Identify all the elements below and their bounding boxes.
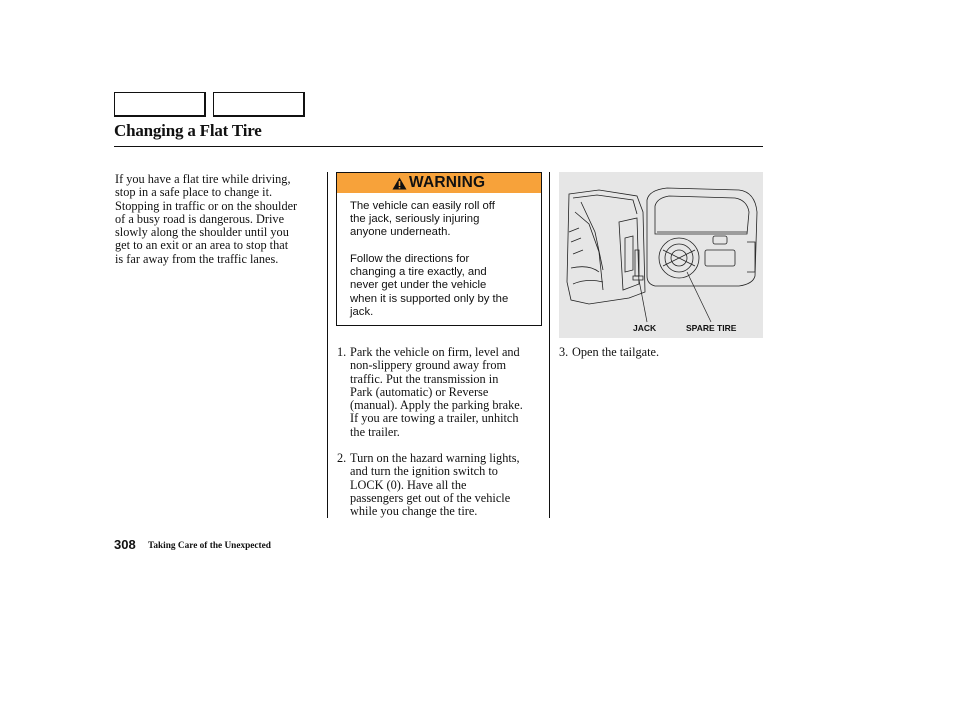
warning-paragraph-1 [350, 200, 535, 240]
step-line: Open the tailgate. [572, 345, 660, 359]
warning-line: the jack, seriously injuring [350, 213, 480, 226]
steps-list [337, 346, 544, 519]
tailgate-illustration [559, 172, 763, 338]
step-line: If you are towing a trailer, unhitch [350, 411, 519, 426]
page-title: Changing a Flat Tire [114, 121, 262, 140]
step-line: LOCK (0). Have all the [350, 477, 467, 492]
warning-line: Follow the directions for [350, 253, 470, 265]
step-line: while you change the tire. [350, 504, 478, 519]
intro-line: stop in a safe place to change it. [115, 185, 273, 200]
steps-list-right [559, 346, 759, 359]
step-line: Park the vehicle on firm, level and [350, 345, 520, 359]
step-line: non-slippery ground away from [350, 358, 507, 373]
warning-line: jack. [350, 305, 374, 318]
intro-line: is far away from the traffic lanes. [115, 251, 279, 266]
step-item [337, 346, 544, 439]
step-line: the trailer. [350, 424, 400, 439]
step-line: Turn on the hazard warning lights, [350, 451, 520, 466]
intro-line: get to an exit or an area to stop that [115, 238, 289, 253]
intro-line: slowly along the shoulder until you [115, 225, 289, 240]
section-name: Taking Care of the Unexpected [148, 541, 271, 551]
warning-triangle-icon [392, 177, 407, 190]
column-divider-left [327, 172, 328, 518]
intro-line: Stopping in traffic or on the shoulder [115, 198, 298, 213]
step-text [350, 452, 520, 518]
step-number: 3. [559, 345, 569, 359]
warning-line: never get under the vehicle [350, 279, 487, 292]
step-item [559, 346, 759, 359]
step-line: traffic. Put the transmission in [350, 371, 499, 386]
column-divider-right [549, 172, 550, 518]
warning-line: anyone underneath. [350, 226, 451, 239]
step-line: passengers get out of the vehicle [350, 490, 511, 505]
step-line: Park (automatic) or Reverse [350, 384, 489, 399]
jack-label: JACK [633, 323, 657, 333]
step-number: 2. [337, 451, 347, 466]
title-rule [114, 146, 763, 147]
warning-paragraph-2 [350, 253, 535, 319]
step-line: (manual). Apply the parking brake. [350, 398, 523, 413]
warning-line: The vehicle can easily roll off [350, 200, 495, 212]
step-text [350, 346, 523, 439]
intro-line: If you have a flat tire while driving, [115, 172, 291, 186]
open-tailgate-drawing [559, 172, 763, 338]
step-line: and turn the ignition switch to [350, 464, 498, 479]
warning-line: when it is supported only by the [350, 292, 509, 305]
warning-line: changing a tire exactly, and [350, 266, 487, 279]
warning-heading [337, 173, 541, 193]
intro-paragraph [115, 173, 325, 266]
step-text [572, 346, 659, 359]
spare-tire-label: SPARE TIRE [686, 323, 737, 333]
header-tab-box-1 [114, 92, 206, 117]
page-number: 308 [114, 537, 136, 552]
warning-box [336, 172, 542, 326]
intro-line: of a busy road is dangerous. Drive [115, 211, 285, 226]
warning-heading-text: WARNING [409, 174, 486, 191]
step-item [337, 452, 544, 518]
step-number: 1. [337, 345, 347, 359]
header-tab-box-2 [213, 92, 305, 117]
